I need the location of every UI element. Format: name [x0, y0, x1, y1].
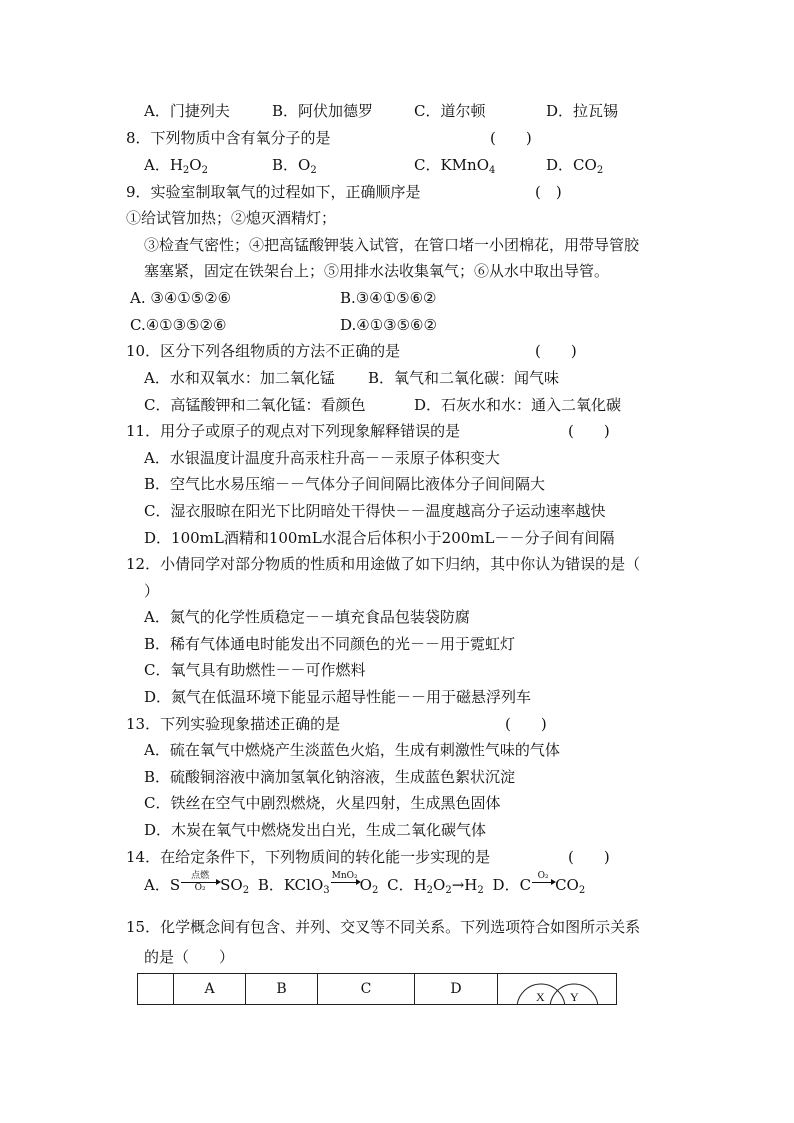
q15-stem: 15．化学概念间有包含、并列、交叉等不同关系。下列选项符合如图所示关系 [126, 918, 641, 936]
q9-option-b: B.③④①⑤⑥② [340, 289, 437, 307]
q9-paren: ( ) [535, 183, 562, 201]
venn-label-x: X [536, 990, 545, 1004]
q11-option-a: A．水银温度计温度升高汞柱升高－－汞原子体积变大 [144, 449, 500, 467]
q7-option-b: B．阿伏加德罗 [272, 102, 374, 120]
table-header-b: B [246, 974, 318, 1005]
q14-options [144, 870, 585, 900]
q12-option-a: A．氮气的化学性质稳定－－填充食品包装袋防腐 [144, 608, 470, 626]
q7-option-a: A．门捷列夫 [144, 102, 230, 120]
q14-stem: 14．在给定条件下，下列物质间的转化能一步实现的是 [126, 848, 491, 866]
q12-stem: 12．小倩同学对部分物质的性质和用途做了如下归纳，其中你认为错误的是（ [126, 555, 641, 573]
q9-line-3: 塞塞紧，固定在铁架台上；⑤用排水法收集氧气；⑥从水中取出导管。 [144, 262, 610, 280]
q13-option-a: A．硫在氧气中燃烧产生淡蓝色火焰，生成有刺激性气味的气体 [144, 741, 560, 759]
q13-option-b: B．硫酸铜溶液中滴加氢氧化钠溶液，生成蓝色絮状沉淀 [144, 768, 516, 786]
table-venn-cell [498, 974, 617, 1005]
q12-option-d: D．氮气在低温环境下能显示超导性能－－用于磁悬浮列车 [144, 688, 532, 706]
q15-options-table [137, 973, 617, 1005]
q14-option-b: B．KClO$_3$ MnO₂ $O_2$ [257, 871, 379, 896]
q11-option-b: B．空气比水易压缩－－气体分子间间隔比液体分子间间隔大 [144, 475, 546, 493]
q14-option-c: C．$H_2O_2\to H_2$ [387, 876, 484, 896]
q14-option-d: D．C O₂ $CO_2$ [492, 871, 586, 896]
q13-stem: 13．下列实验现象描述正确的是 [126, 715, 341, 733]
table-row [138, 974, 617, 1005]
q9-line-1: ①给试管加热；②熄灭酒精灯； [126, 209, 337, 227]
q7-option-d: D．拉瓦锡 [546, 102, 619, 120]
table-header-c: C [318, 974, 415, 1005]
q13-option-c: C．铁丝在空气中剧烈燃烧，火星四射，生成黑色固体 [144, 794, 501, 812]
q11-stem: 11．用分子或原子的观点对下列现象解释错误的是 [126, 422, 461, 440]
q8-option-a: A．$H_2O_2$ [144, 156, 208, 176]
q10-option-a: A．水和双氧水：加二氧化锰 [144, 369, 335, 387]
q12-option-c: C．氧气具有助燃性－－可作燃料 [144, 661, 366, 679]
q9-line-2: ③检查气密性；④把高锰酸钾装入试管，在管口堵一小团棉花，用带导管胶 [144, 236, 640, 254]
q9-option-c: C.④①③⑤②⑥ [130, 316, 227, 334]
q11-paren: ( ) [568, 422, 610, 440]
q13-paren: ( ) [505, 715, 547, 733]
q11-option-c: C．湿衣服晾在阳光下比阴暗处干得快－－温度越高分子运动速率越快 [144, 502, 606, 520]
q10-option-c: C．高锰酸钾和二氧化锰：看颜色 [144, 396, 366, 414]
q8-option-d: D．$CO_2$ [546, 156, 604, 176]
q10-option-b: B．氧气和二氧化碳：闻气味 [368, 369, 560, 387]
table-header-blank [138, 974, 174, 1005]
q8-stem: 8．下列物质中含有氧分子的是 [126, 129, 331, 147]
q7-option-c: C．道尔顿 [414, 102, 486, 120]
q14-paren: ( ) [568, 848, 610, 866]
table-header-a: A [174, 974, 246, 1005]
q10-option-d: D．石灰水和水：通入二氧化碳 [414, 396, 622, 414]
q8-option-b: B．$O_2$ [272, 156, 317, 176]
q10-paren: ( ) [535, 342, 577, 360]
q14-option-a: A．S 点燃 O₂ $SO_2$ [144, 871, 250, 896]
venn-label-y: Y [570, 990, 579, 1004]
q9-stem: 9．实验室制取氧气的过程如下，正确顺序是 [126, 183, 421, 201]
q9-option-a: A. ③④①⑤②⑥ [130, 289, 232, 307]
q8-paren: ( ) [490, 129, 532, 147]
q15-stem-close: 的是（ ） [144, 948, 235, 966]
table-header-d: D [415, 974, 498, 1005]
venn-diagram [498, 974, 616, 1004]
q13-option-d: D．木炭在氧气中燃烧发出白光，生成二氧化碳气体 [144, 821, 487, 839]
q8-option-c: C．KMnO$_4$ [414, 156, 496, 176]
q11-option-d: D．100mL酒精和100mL水混合后体积小于200mL－－分子间有间隔 [144, 529, 615, 547]
q9-option-d: D.④①③⑤⑥② [340, 316, 437, 334]
q12-option-b: B．稀有气体通电时能发出不同颜色的光－－用于霓虹灯 [144, 635, 516, 653]
q12-stem-close: ） [144, 582, 160, 600]
q10-stem: 10．区分下列各组物质的方法不正确的是 [126, 342, 401, 360]
